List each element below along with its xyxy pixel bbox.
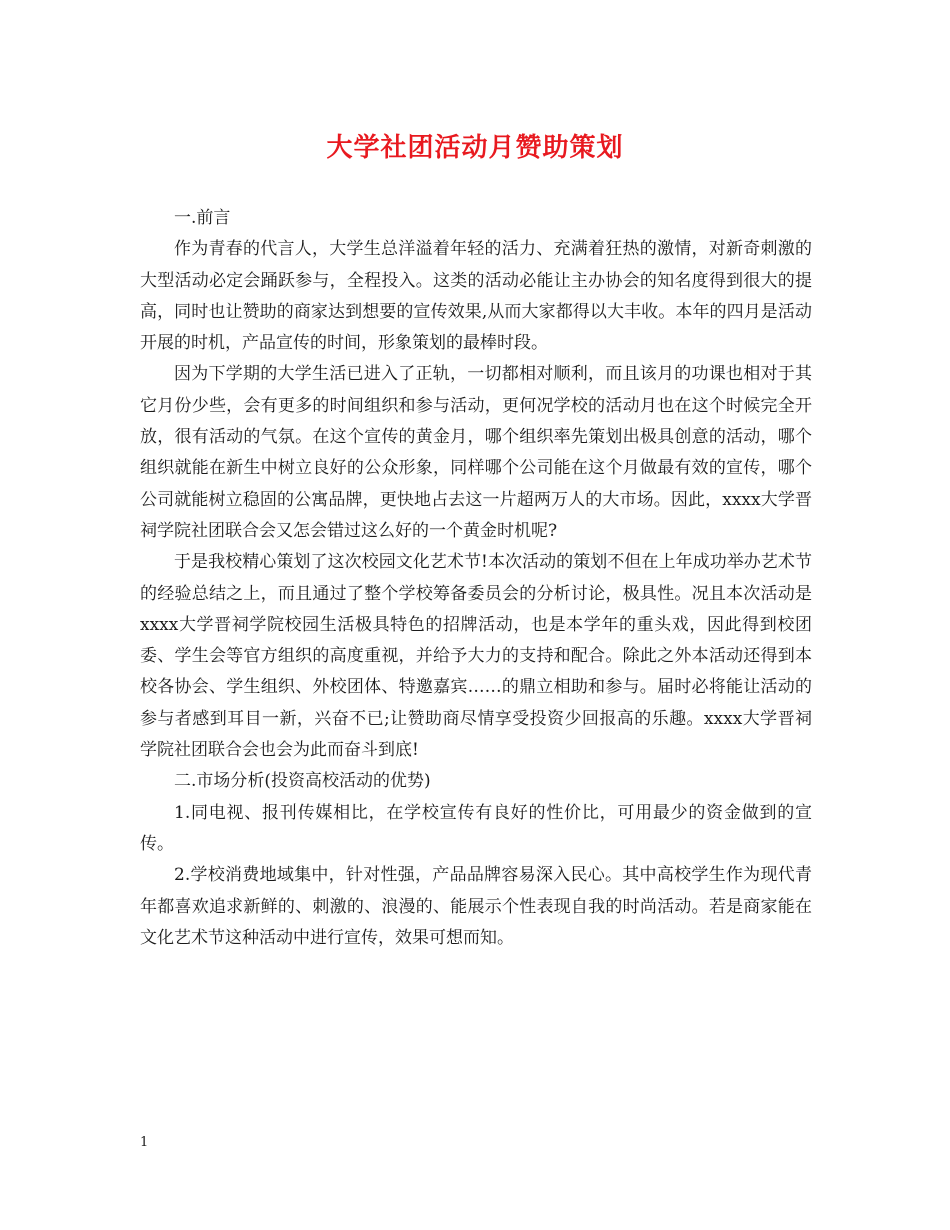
section-heading-market-analysis: 二.市场分析(投资高校活动的优势) bbox=[174, 771, 431, 792]
paragraph: 于是我校精心策划了这次校园文化艺术节!本次活动的策划不但在上年成功举办艺术节的经验总结之上，而且通过了整个学校筹备委员会的分析讨论，极具性。况且本次活动是xxxx大学晋祠学院校园生活极具特色的招牌活动，也是本学年的重头戏，因此得到校团委、学生会等官方组织的高度重视，并给予大力的支持和配合。除此之外本活动还得到本校各协会、学生组织、外校团体、特邀嘉宾……的鼎立相助和参与。届时必将能让活动的参与者感到耳目一新，兴奋不已;让赞助商尽情享受投资少回报高的乐趣。xxxx大学晋祠学院社团联合会也会为此而奋斗到底! bbox=[140, 552, 812, 761]
paragraph: 2.学校消费地域集中，针对性强，产品品牌容易深入民心。其中高校学生作为现代青年都喜欢追求新鲜的、刺激的、浪漫的、能展示个性表现自我的时尚活动。若是商家能在文化艺术节这种活动中进行宣传，效果可想而知。 bbox=[140, 865, 812, 948]
paragraph: 作为青春的代言人，大学生总洋溢着年轻的活力、充满着狂热的激情，对新奇刺激的大型活动必定会踊跃参与，全程投入。这类的活动必能让主办协会的知名度得到很大的提高，同时也让赞助的商家达到想要的宣传效果,从而大家都得以大丰收。本年的四月是活动开展的时机，产品宣传的时间，形象策划的最棒时段。 bbox=[140, 239, 812, 354]
paragraph: 1.同电视、报刊传媒相比，在学校宣传有良好的性价比，可用最少的资金做到的宣传。 bbox=[140, 802, 812, 854]
paragraph: 因为下学期的大学生活已进入了正轨，一切都相对顺利，而且该月的功课也相对于其它月份少些，会有更多的时间组织和参与活动，更何况学校的活动月也在这个时候完全开放，很有活动的气氛。在这个宣传的黄金月，哪个组织率先策划出极具创意的活动，哪个组织就能在新生中树立良好的公众形象，同样哪个公司能在这个月做最有效的宣传，哪个公司就能树立稳固的公寓品牌，更快地占去这一片超两万人的大市场。因此，xxxx大学晋祠学院社团联合会又怎会错过这么好的一个黄金时机呢? bbox=[140, 364, 812, 541]
page-number: 1 bbox=[140, 1135, 149, 1150]
document-body bbox=[140, 203, 812, 954]
section-heading-preface: 一.前言 bbox=[174, 208, 231, 228]
document-title: 大学社团活动月赞助策划 bbox=[326, 133, 624, 163]
